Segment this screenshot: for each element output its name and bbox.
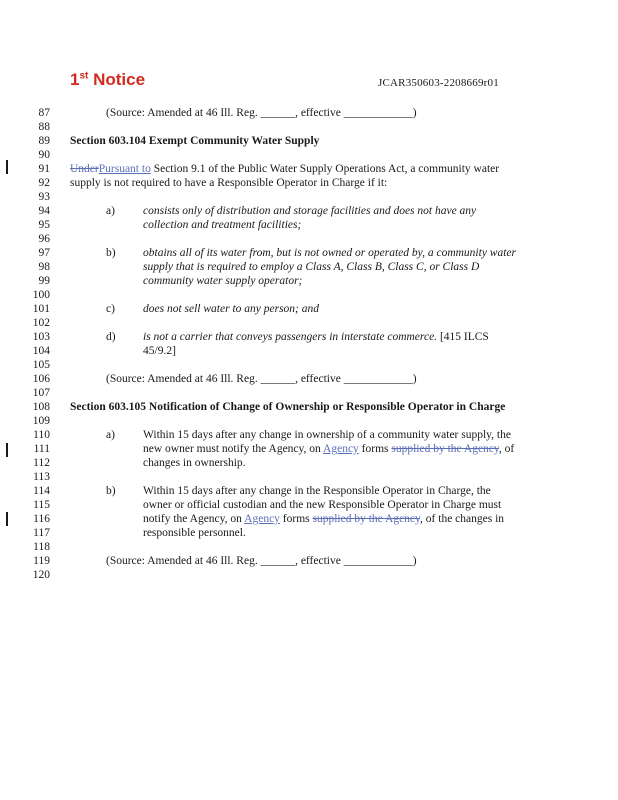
line-number: 105 (32, 359, 50, 371)
line-number: 99 (38, 275, 50, 287)
line-number: 93 (38, 191, 50, 203)
document-id: JCAR350603-2208669r01 (378, 77, 499, 89)
line-number: 98 (38, 261, 50, 273)
source-note: (Source: Amended at 46 Ill. Reg. ______, effective ____________) (106, 373, 417, 385)
line-number: 113 (33, 471, 50, 483)
citation: 45/9.2] (143, 345, 176, 357)
line-number: 100 (32, 289, 50, 301)
line-number: 120 (32, 569, 50, 581)
subsection-text: collection and treatment facilities; (143, 219, 302, 231)
inserted-text: Agency (323, 443, 359, 455)
line-number: 94 (38, 205, 50, 217)
subsection-label: c) (106, 303, 115, 315)
line-number: 114 (33, 485, 50, 497)
line-number: 91 (38, 163, 50, 175)
line-number: 107 (32, 387, 50, 399)
text-run: notify the Agency, on (143, 513, 245, 525)
section-heading: Section 603.104 Exempt Community Water Supply (70, 135, 320, 147)
subsection-text: Within 15 days after any change in the Responsible Operator in Charge, the (143, 485, 491, 497)
intro-paragraph (70, 163, 499, 175)
subsection-label: d) (106, 331, 116, 343)
subsection-text: community water supply operator; (143, 275, 303, 287)
line-number: 97 (38, 247, 50, 259)
line-number: 101 (32, 303, 50, 315)
line-number: 110 (33, 429, 50, 441)
line-number: 103 (32, 331, 50, 343)
line-number: 115 (33, 499, 50, 511)
subsection-text: supply that is required to employ a Class A, Class B, Class C, or Class D (143, 261, 480, 273)
line-number: 89 (38, 135, 50, 147)
line-number: 92 (38, 177, 50, 189)
line-number: 112 (33, 457, 50, 469)
notice-number: 1 (70, 70, 80, 89)
line-number: 117 (33, 527, 50, 539)
line-number: 95 (38, 219, 50, 231)
text-run: new owner must notify the Agency, on (143, 443, 324, 455)
source-note: (Source: Amended at 46 Ill. Reg. ______, effective ____________) (106, 555, 417, 567)
text-run: , of the changes in (420, 513, 505, 525)
notice-ordinal: st (79, 70, 89, 82)
subsection-text: responsible personnel. (143, 527, 246, 539)
source-note: (Source: Amended at 46 Ill. Reg. ______, effective ____________) (106, 107, 417, 119)
text-run: , of (498, 443, 515, 455)
line-number: 87 (38, 107, 50, 119)
section-heading: Section 603.105 Notification of Change of Ownership or Responsible Operator in Charge (70, 401, 506, 413)
line-number: 116 (33, 513, 50, 525)
line-number: 88 (38, 121, 50, 133)
text-run: forms (358, 443, 392, 455)
subsection-text: Within 15 days after any change in ownership of a community water supply, the (143, 429, 511, 441)
line-number: 96 (38, 233, 50, 245)
subsection-label: b) (106, 247, 116, 259)
line-number: 108 (32, 401, 50, 413)
statute-text: is not a carrier that conveys passengers in interstate commerce. (143, 331, 438, 343)
line-number: 90 (38, 149, 50, 161)
subsection-label: b) (106, 485, 116, 497)
subsection-text: does not sell water to any person; and (143, 303, 319, 315)
subsection-label: a) (106, 205, 115, 217)
line-number: 106 (32, 373, 50, 385)
line-number: 102 (32, 317, 50, 329)
paragraph-text: Section 9.1 of the Public Water Supply Operations Act, a community water (150, 163, 500, 175)
line-number: 109 (32, 415, 50, 427)
paragraph-text: supply is not required to have a Responsible Operator in Charge if it: (70, 177, 388, 189)
notice-word: Notice (93, 70, 146, 89)
subsection-text: changes in ownership. (143, 457, 246, 469)
subsection-label: a) (106, 429, 115, 441)
subsection-text: obtains all of its water from, but is not owned or operated by, a community water (143, 247, 516, 259)
deleted-text: supplied by the Agency (312, 513, 421, 525)
citation: [415 ILCS (437, 331, 489, 343)
inserted-text: Pursuant to (98, 163, 151, 175)
notice-title (70, 70, 145, 90)
deleted-text: Under (70, 163, 99, 175)
subsection-text: consists only of distribution and storage facilities and does not have any (143, 205, 477, 217)
text-run: forms (279, 513, 313, 525)
subsection-text (143, 513, 504, 525)
subsection-text: owner or official custodian and the new Responsible Operator in Charge must (143, 499, 502, 511)
deleted-text: supplied by the Agency (391, 443, 499, 455)
subsection-text (143, 331, 489, 343)
line-number: 111 (33, 443, 50, 455)
line-number: 119 (33, 555, 50, 567)
inserted-text: Agency (244, 513, 280, 525)
subsection-text (143, 443, 514, 455)
line-number: 104 (32, 345, 50, 357)
line-number: 118 (33, 541, 50, 553)
